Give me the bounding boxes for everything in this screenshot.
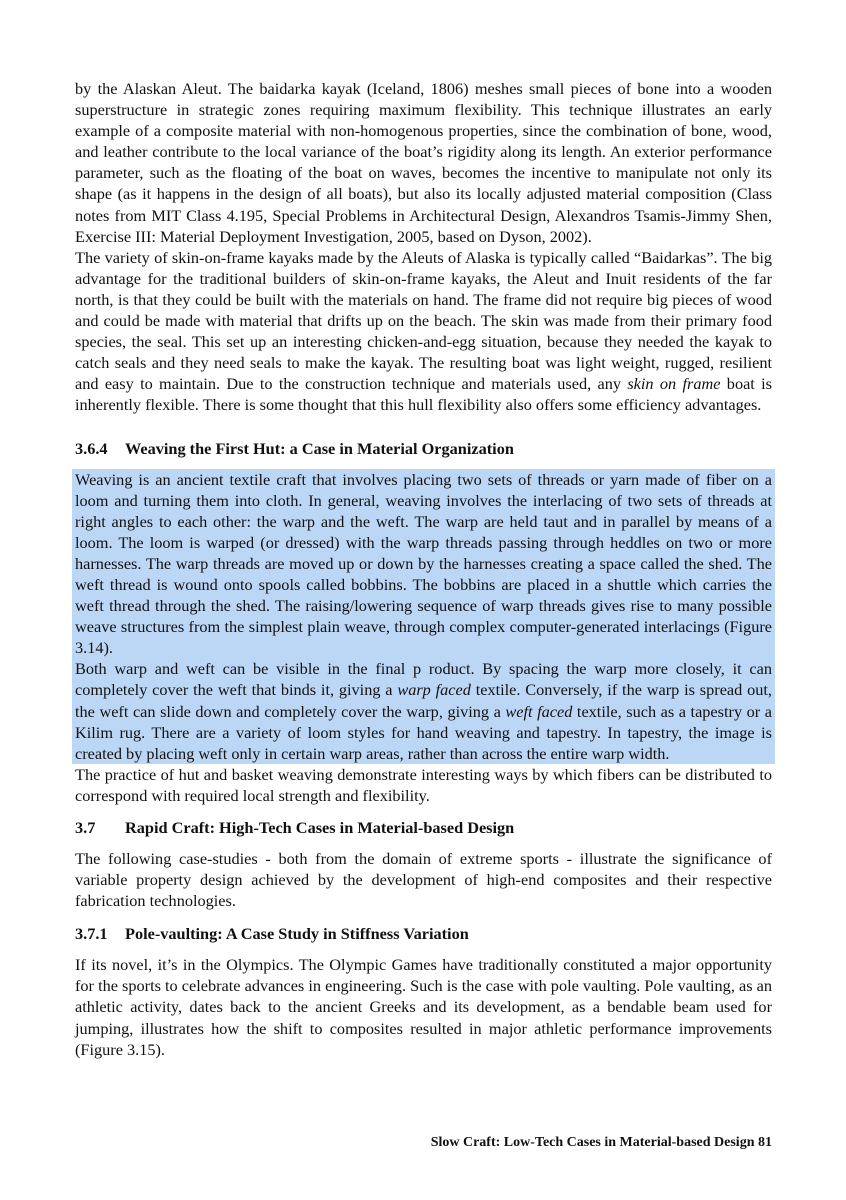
section-heading-3-7-1 [75, 923, 772, 944]
hut-weaving-paragraph: The practice of hut and basket weaving demonstrate interesting ways by which fibers can be distributed to correspond with required local strength and flexibility. [75, 764, 772, 805]
running-footer: Slow Craft: Low-Tech Cases in Material-based Design 81 [430, 1135, 772, 1150]
warp-faced-term: warp faced [397, 680, 471, 700]
baidarka-text-end: boat is inherently flexible. There is some thought that this hull flexibility also offers some efficiency advantages. [75, 374, 773, 415]
baidarka-italic-term: skin on frame [627, 374, 721, 394]
intro-paragraph: by the Alaskan Aleut. The baidarka kayak (Iceland, 1806) meshes small pieces of bone into a wooden superstructure in strategic zones requiring maximum flexibility. This technique illustrates an early example of a composite material with non-homogenous properties, since the combination of bone, wood, and leather contribute to the local variance of the boat’s rigidity along its length. An exterior performance parameter, such as the floating of the boat on waves, becomes the incentive to manipulate not only its shape (as it happens in the design of all boats), but also its locally adjusted material composition (Class notes from MIT Class 4.195, Special Problems in Architectural Design, Alexandros Tsamis-Jimmy Shen, Exercise III: Material Deployment Investigation, 2005, based on Dyson, 2002). [75, 79, 772, 246]
rapid-craft-paragraph: The following case-studies - both from the domain of extreme sports - illustrate the significance of variable property design achieved by the development of high-end composites and their respective fabrication technologies. [75, 849, 772, 911]
weft-faced-term: weft faced [505, 701, 573, 721]
section-heading-3-7 [75, 817, 772, 838]
section-title: Rapid Craft: High-Tech Cases in Material-based Design [125, 818, 515, 837]
warp-weft-paragraph[interactable] [72, 658, 775, 763]
section-title: Weaving the First Hut: a Case in Material Organization [125, 438, 514, 458]
section-heading-3-6-4 [75, 438, 772, 459]
warp-weft-text-3: textile, such as a tapestry or a Kilim rug. There are a variety of loom styles for hand weaving and tapestry. In tapestry, the image is created by placing weft only in certain warp areas, rather than across the entire warp width. [75, 701, 772, 763]
section-title: Pole-vaulting: A Case Study in Stiffness Variation [125, 924, 469, 944]
section-number: 3.6.4 [75, 438, 108, 458]
baidarka-text-start: The variety of skin-on-frame kayaks made by the Aleuts of Alaska is typically called “Baidarkas”. The big advantage for the traditional builders of skin-on-frame kayaks, the Aleut and Inuit residents of the far north, is that they could be built with the materials on hand. The frame did not require big pieces of wood and could be made with material that drifts up on the beach. The skin was made from their primary food species, the seal. This set up an interesting chicken-and-egg situation, because they needed the kayak to catch seals and they need seals to make the kayak. The resulting boat was light weight, rugged, resilient and easy to maintain. Due to the construction technique and materials used, any [75, 247, 772, 394]
baidarka-paragraph [75, 247, 772, 416]
section-number: 3.7.1 [75, 924, 108, 944]
section-number: 3.7 [75, 818, 96, 837]
weaving-paragraph[interactable]: Weaving is an ancient textile craft that involves placing two sets of threads or yarn made of fiber on a loom and turning them into cloth. In general, weaving involves the interlacing of two sets of threads at right angles to each other: the warp and the weft. The warp are held taut and in parallel by means of a loom. The loom is warped (or dressed) with the warp threads passing through heddles on two or more harnesses. The warp threads are moved up or down by the harnesses creating a space called the shed. The weft thread is wound onto spools called bobbins. The bobbins are placed in a shuttle which carries the weft thread through the shed. The raising/lowering sequence of warp threads gives rise to many possible weave structures from the simplest plain weave, through complex computer-generated interlacings (Figure 3.14). [72, 469, 775, 659]
page-body [75, 78, 772, 1060]
pole-vaulting-paragraph: If its novel, it’s in the Olympics. The Olympic Games have traditionally constituted a major opportunity for the sports to celebrate advances in engineering. Such is the case with pole vaulting. Pole vaulting, as an athletic activity, dates back to the ancient Greeks and its development, as a bendable beam used for jumping, illustrates how the shift to composites resulted in major athletic performance improvements (Figure 3.15). [75, 955, 772, 1059]
warp-weft-text-1: Both warp and weft can be visible in the final p roduct. By spacing the warp more closely, it can completely cover the weft that binds it, giving a [75, 659, 772, 700]
warp-weft-text-2: textile. Conversely, if the warp is spread out, the weft can slide down and completely cover the warp, giving a [75, 680, 772, 721]
